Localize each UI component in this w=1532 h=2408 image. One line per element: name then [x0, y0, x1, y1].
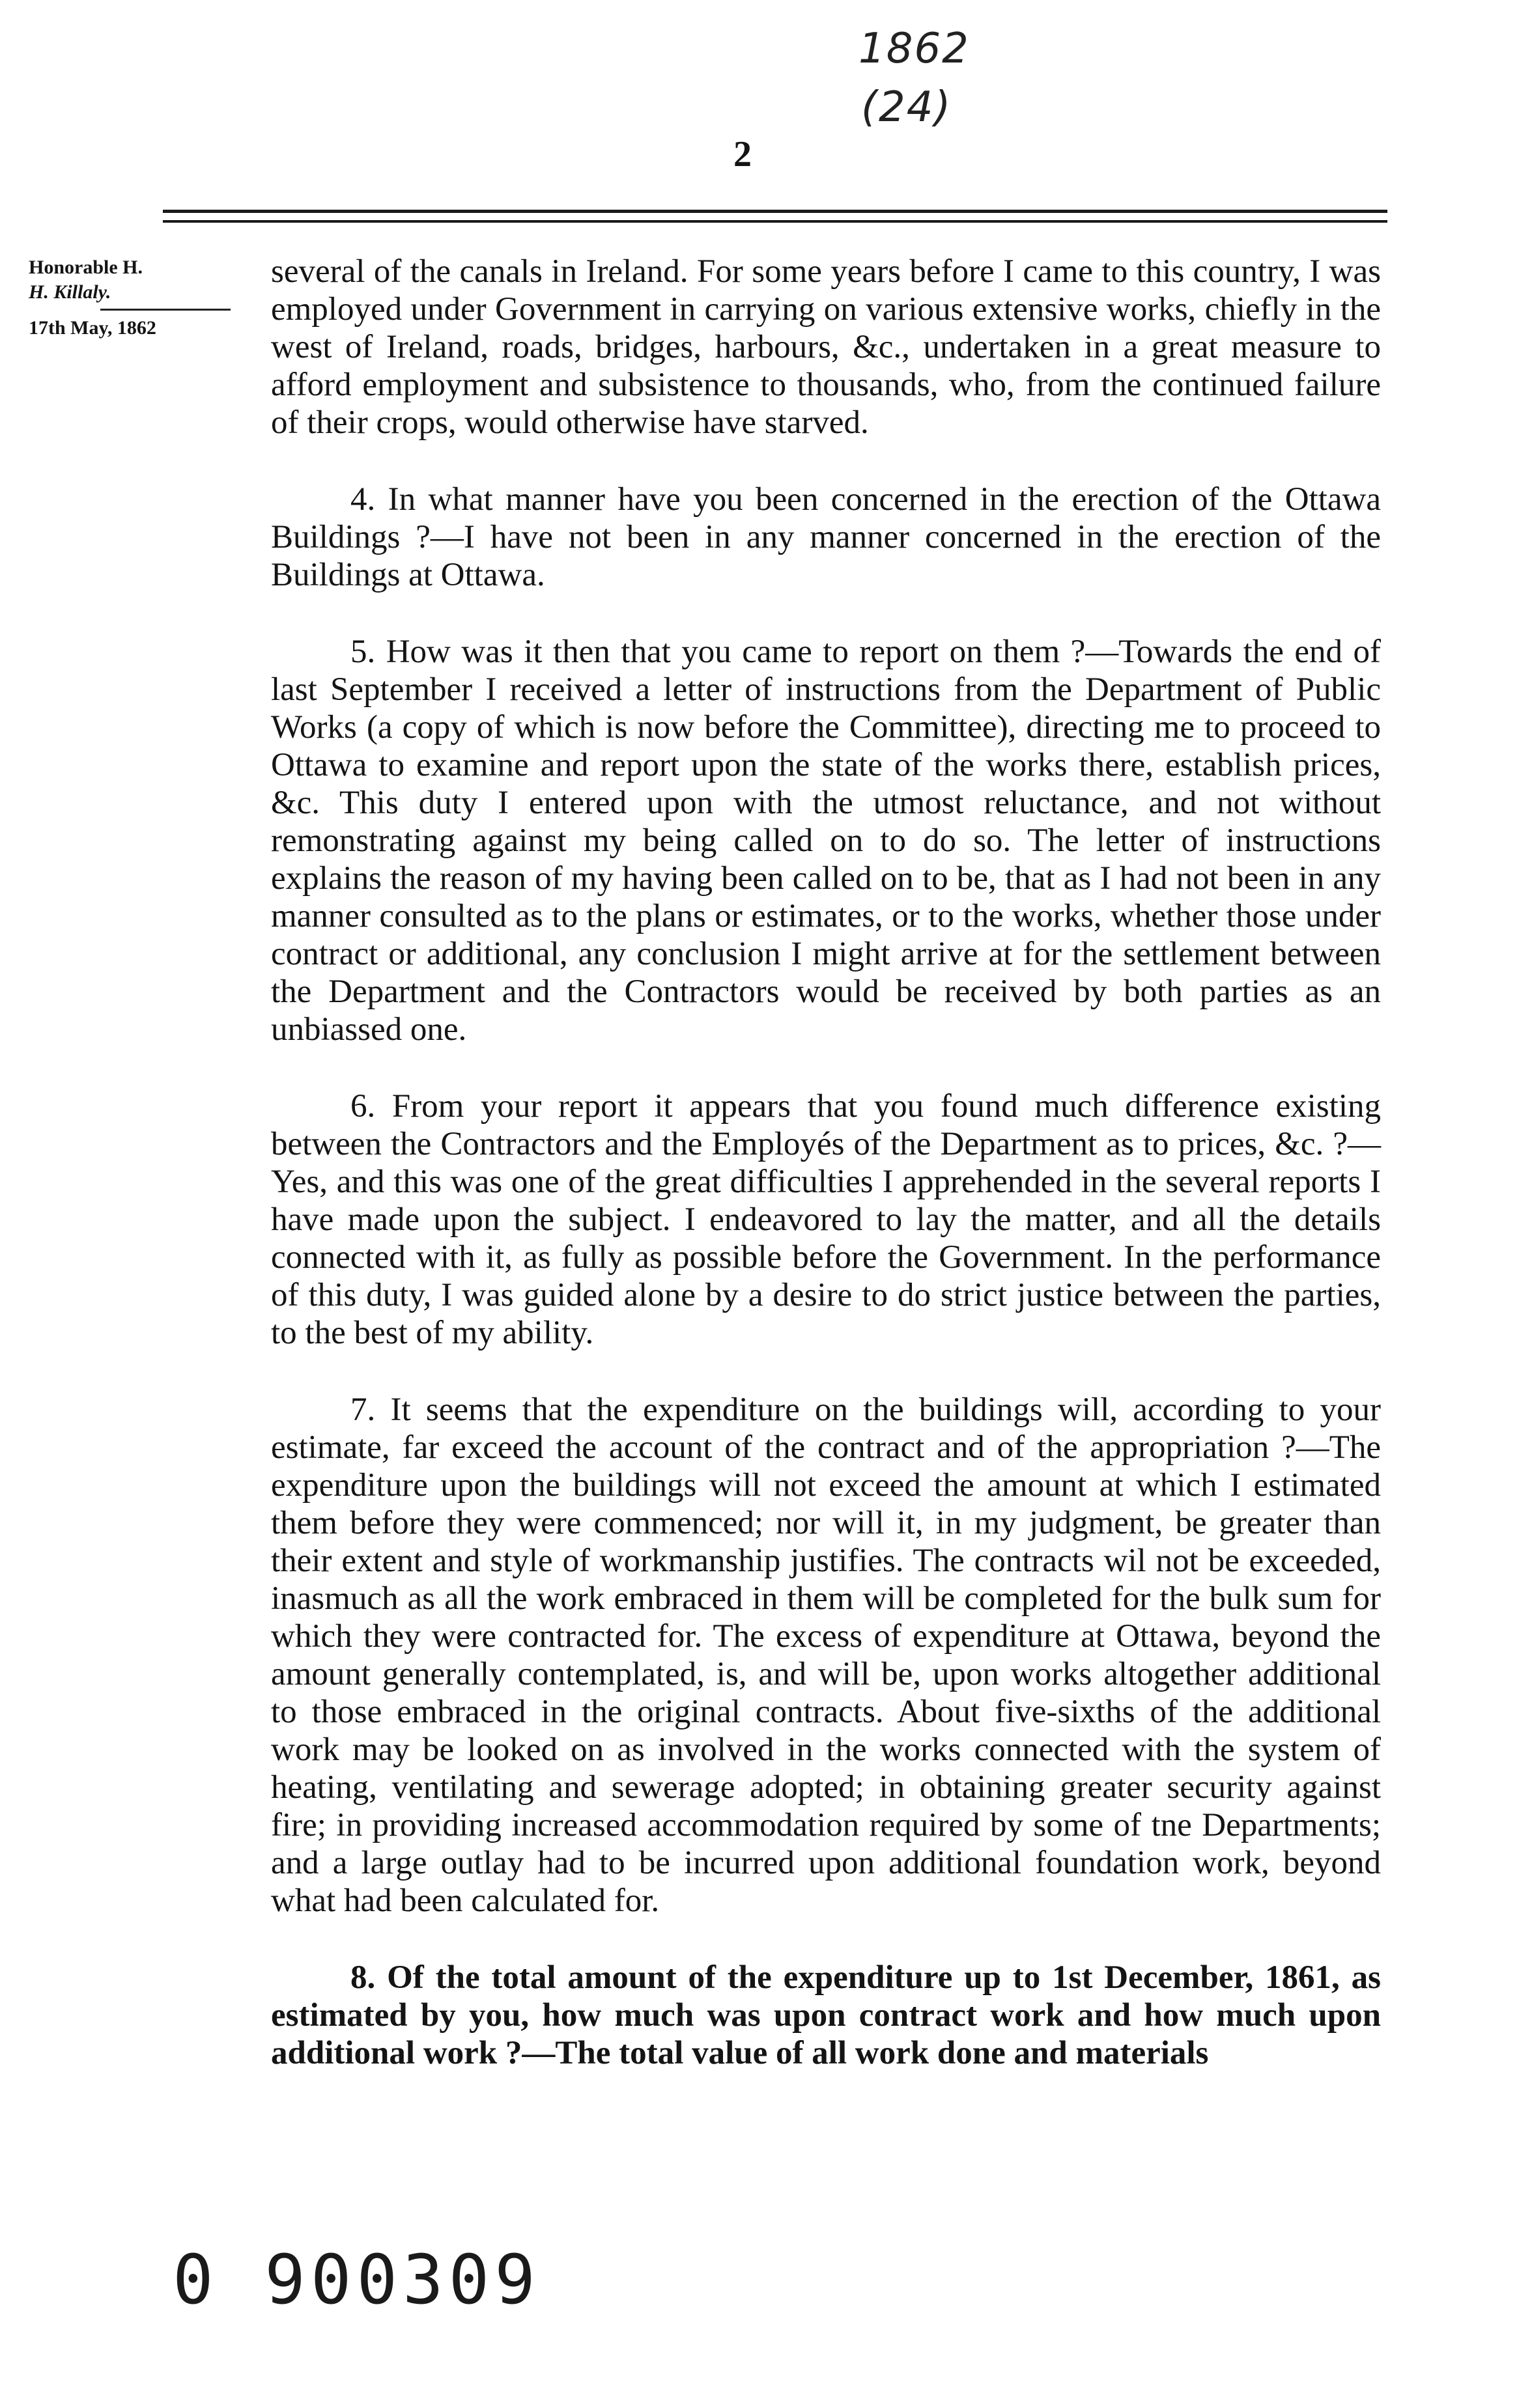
footer-code: 0 900309	[173, 2240, 541, 2319]
paragraph-question-6: 6. From your report it appears that you found much difference existing between the Contractors and the Employés of the Department as to prices, &c. ?—Yes, and this was one of the great difficulties I apprehended in the several reports I have made upon the subject. I endeavored to lay the matter, and all the details connected with it, as fully as possible before the Government. In the performance of this duty, I was guided alone by a desire to do strict justice between the parties, to the best of my ability.	[271, 1088, 1381, 1351]
paragraph-continuation: several of the canals in Ireland. For some years before I came to this country, I was employed under Government in carrying on various extensive works, chiefly in the west of Ireland, roads, bridges, harbours, &c., undertaken in a great measure to afford employment and subsistence to thousands, who, from the continued failure of their crops, would otherwise have starved.	[271, 253, 1381, 441]
body-text	[271, 253, 1381, 2111]
handwritten-year: 1862	[858, 25, 970, 73]
paragraph-question-5: 5. How was it then that you came to report on them ?—Towards the end of last September I received a letter of instructions from the Department of Public Works (a copy of which is now before the Committee), directing me to proceed to Ottawa to examine and report upon the state of the works there, establish prices, &c. This duty I entered upon with the utmost reluctance, and not without remonstrating against my being called on to do so. The letter of instructions explains the reason of my having been called on to be, that as I had not been in any manner consulted as to the plans or estimates, or to the works, whether those under contract or additional, any conclusion I might arrive at for the settlement between the Department and the Contractors would be received by both parties as an unbiassed one.	[271, 634, 1381, 1048]
bottom-rule	[163, 220, 1387, 223]
top-rule	[163, 210, 1387, 213]
paragraph-question-8: 8. Of the total amount of the expenditure up to 1st December, 1861, as estimated by you, how much was upon contract work and how much upon additional work ?—The total value of all work done and materials	[271, 1959, 1381, 2071]
margin-name-line1: Honorable H.	[29, 257, 143, 278]
margin-date: 17th May, 1862	[29, 317, 156, 339]
handwritten-reference: (24)	[861, 83, 952, 132]
margin-name-line2: H. Killaly.	[29, 281, 111, 303]
margin-note	[29, 255, 276, 341]
page-number: 2	[733, 134, 752, 175]
paragraph-question-7: 7. It seems that the expenditure on the buildings will, according to your estimate, far exceed the account of the contract and of the appropriation ?—The expenditure upon the buildings will not exceed the amount at which I estimated them before they were commenced; nor will it, in my judgment, be greater than their extent and style of workmanship justifies. The contracts wil not be exceeded, inasmuch as all the work embraced in them will be completed for the bulk sum for which they were contracted for. The excess of expenditure at Ottawa, beyond the amount generally contemplated, is, and will be, upon works altogether additional to those embraced in the original contracts. About five-sixths of the additional work may be looked on as involved in the works connected with the system of heating, ventilating and sewerage adopted; in obtaining greater security against fire; in providing increased accommodation required by some of tne Departments; and a large outlay had to be incurred upon additional foundation work, beyond what had been calculated for.	[271, 1392, 1381, 1919]
paragraph-question-4: 4. In what manner have you been concerned in the erection of the Ottawa Buildings ?—I have not been in any manner concerned in the erection of the Buildings at Ottawa.	[271, 481, 1381, 593]
margin-divider	[100, 309, 231, 311]
